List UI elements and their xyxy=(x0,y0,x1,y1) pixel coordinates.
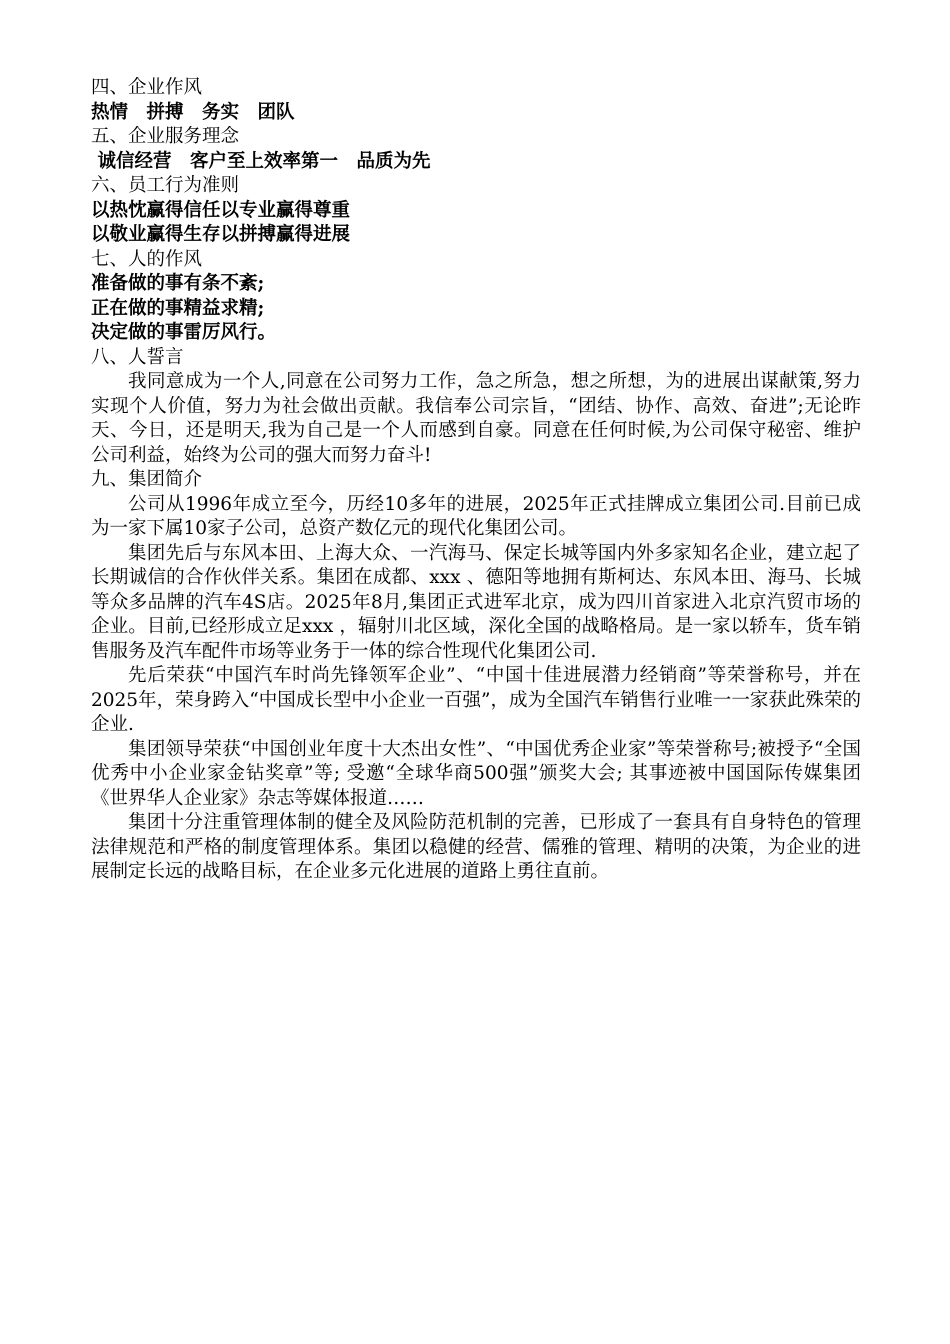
section-9-heading: 九、集团简介 xyxy=(91,469,203,490)
section-9-paragraph-5: 集团十分注重管理体制的健全及风险防范机制的完善，已形成了一套具有自身特色的管理法律规范和严格的制度管理体系。集团以稳健的经营、儒雅的管理、精明的决策，为企业的进展制定长远的战略目标，在企业多元化进展的道路上勇往直前。 xyxy=(91,812,861,882)
section-7-line-3: 决定做的事雷厉风行。 xyxy=(91,322,277,343)
section-5-heading: 五、企业服务理念 xyxy=(91,126,240,147)
section-9-paragraph-1: 公司从1996年成立至今，历经10多年的进展，2025年正式挂牌成立集团公司.目前已成为一家下属10家子公司，总资产数亿元的现代化集团公司。 xyxy=(91,493,861,539)
section-4-heading: 四、企业作风 xyxy=(91,77,203,98)
section-6-line-2: 以敬业赢得生存以拼搏赢得进展 xyxy=(91,224,351,245)
section-7-heading: 七、人的作风 xyxy=(91,248,203,270)
section-7-line-1: 准备做的事有条不紊; xyxy=(91,273,265,294)
section-6-heading: 六、员工行为准则 xyxy=(91,175,240,196)
section-4-content: 热情 拼搏 务实 团队 xyxy=(91,101,295,123)
section-6-line-1: 以热忱赢得信任以专业赢得尊重 xyxy=(91,199,351,221)
section-7-line-2: 正在做的事精益求精; xyxy=(91,297,265,319)
section-9-paragraph-2: 集团先后与东风本田、上海大众、一汽海马、保定长城等国内外多家知名企业，建立起了长期诚信的合作伙伴关系。集团在成都、xxx 、德阳等地拥有斯柯达、东风本田、海马、长城等众多品牌的汽车4S店。2025年8月,集团正式进军北京，成为四川首家进入北京汽贸市场的企业。目前,已经形成立足xxx ，辐射川北区域，深化全国的战略格局。是一家以轿车，货车销售服务及汽车配件市场等业务于一体的综合性现代化集团公司. xyxy=(91,542,861,662)
section-8-paragraph: 我同意成为一个人,同意在公司努力工作，急之所急，想之所想，为的进展出谋献策,努力实现个人价值，努力为社会做出贡献。我信奉公司宗旨，“团结、协作、高效、奋进”;无论昨天、今日，还是明天,我为自己是一个人而感到自豪。同意在任何时候,为公司保守秘密、维护公司利益，始终为公司的强大而努力奋斗! xyxy=(91,371,861,466)
document-page xyxy=(91,76,861,885)
section-5-content: 诚信经营 客户至上效率第一 品质为先 xyxy=(91,150,431,172)
section-8-heading: 八、人誓言 xyxy=(91,346,184,368)
section-9-paragraph-3: 先后荣获“中国汽车时尚先锋领军企业”、“中国十佳进展潜力经销商”等荣誉称号，并在2025年，荣身跨入“中国成长型中小企业一百强”，成为全国汽车销售行业唯一一家获此殊荣的企业. xyxy=(91,665,861,735)
section-9-paragraph-4: 集团领导荣获“中国创业年度十大杰出女性”、“中国优秀企业家”等荣誉称号;被授予“全国优秀中小企业家金钻奖章”等; 受邀“全球华商500强”颁奖大会; 其事迹被中国国际传媒集团《世界华人企业家》杂志等媒体报道…… xyxy=(91,738,861,809)
